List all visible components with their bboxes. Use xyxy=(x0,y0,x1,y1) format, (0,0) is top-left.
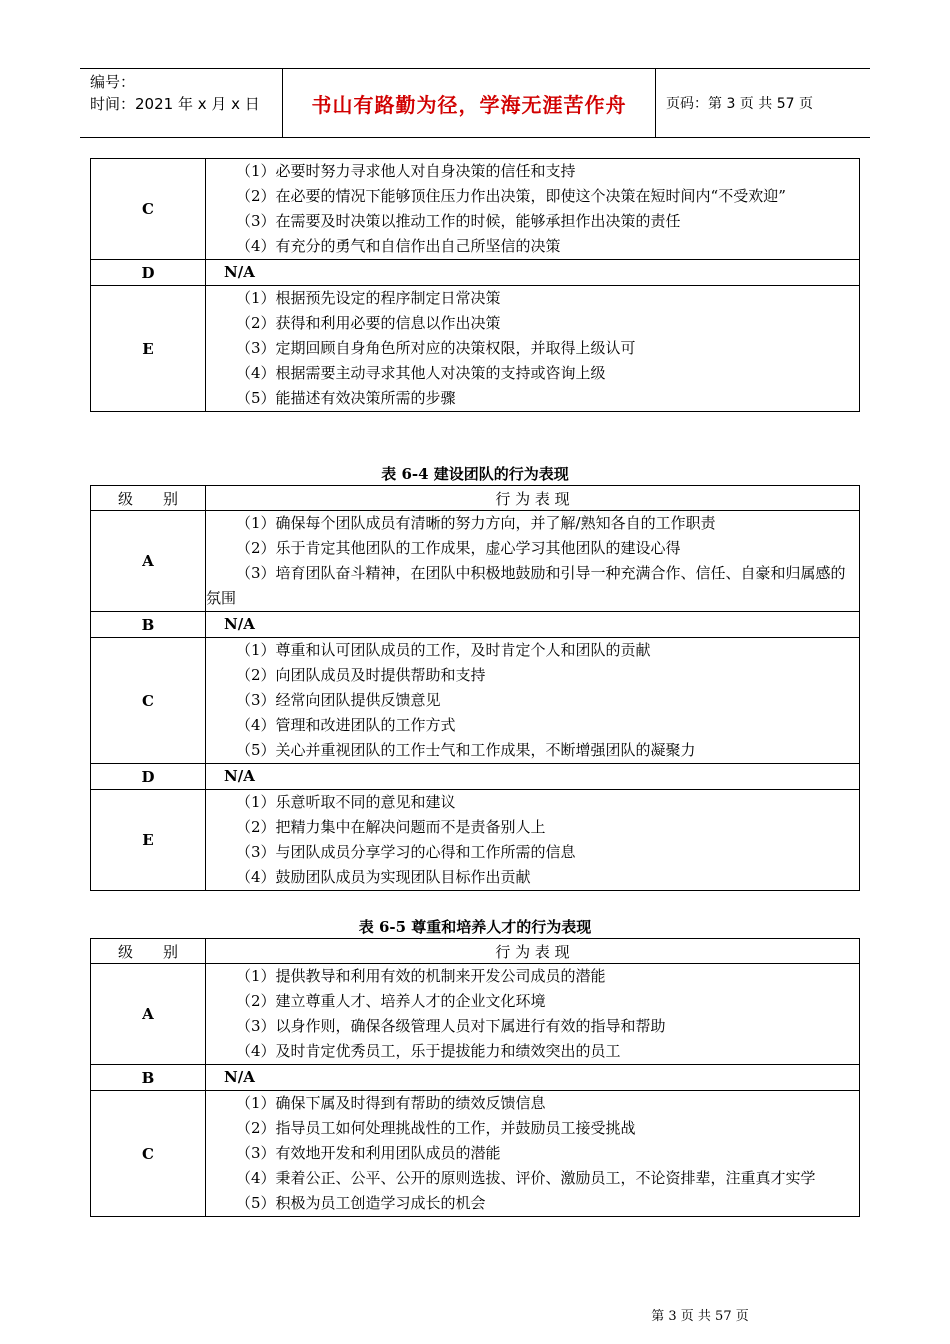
behavior-cell xyxy=(206,260,860,286)
level-cell: D xyxy=(91,764,206,790)
header-motto: 书山有路勤为径，学海无涯苦作舟 xyxy=(282,69,656,137)
behavior-cell xyxy=(206,764,860,790)
table-row xyxy=(91,511,860,612)
table-row xyxy=(91,1091,860,1217)
behavior-item: （3）定期回顾自身角色所对应的决策权限，并取得上级认可 xyxy=(236,339,636,357)
page-footer: 第 3 页 共 57 页 xyxy=(651,1309,749,1324)
behavior-item: （1）根据预先设定的程序制定日常决策 xyxy=(236,289,501,307)
not-applicable-text: N/A xyxy=(224,1068,255,1086)
behavior-cell xyxy=(206,511,860,612)
page-header xyxy=(80,68,870,138)
behavior-item: （1）乐意听取不同的意见和建议 xyxy=(236,793,456,811)
not-applicable-text: N/A xyxy=(224,263,255,281)
level-cell: B xyxy=(91,612,206,638)
behavior-item: （3）培育团队奋斗精神，在团队中积极地鼓励和引导一种充满合作、信任、自豪和归属感的氛围 xyxy=(206,564,846,607)
level-cell: C xyxy=(91,638,206,764)
column-header-behavior: 行 为 表 现 xyxy=(206,486,860,511)
behavior-item: （4）根据需要主动寻求其他人对决策的支持或咨询上级 xyxy=(236,364,606,382)
behavior-cell xyxy=(206,286,860,412)
table-row xyxy=(91,790,860,891)
level-cell: E xyxy=(91,286,206,412)
level-cell: B xyxy=(91,1065,206,1091)
level-cell: E xyxy=(91,790,206,891)
behavior-item: （5）积极为员工创造学习成长的机会 xyxy=(236,1194,486,1212)
behavior-item: （2）在必要的情况下能够顶住压力作出决策，即使这个决策在短时间内“不受欢迎” xyxy=(236,187,786,205)
table-6-4-caption: 表 6-4 建设团队的行为表现 xyxy=(381,465,569,483)
behavior-item: （1）确保每个团队成员有清晰的努力方向，并了解/熟知各自的工作职责 xyxy=(236,514,716,532)
behavior-item: （1）必要时努力寻求他人对自身决策的信任和支持 xyxy=(236,162,576,180)
behavior-item: （5）关心并重视团队的工作士气和工作成果，不断增强团队的凝聚力 xyxy=(236,741,696,759)
table-6-5-caption: 表 6-5 尊重和培养人才的行为表现 xyxy=(358,918,592,936)
level-cell: A xyxy=(91,511,206,612)
behavior-item: （3）有效地开发和利用团队成员的潜能 xyxy=(236,1144,501,1162)
behavior-item: （3）以身作则，确保各级管理人员对下属进行有效的指导和帮助 xyxy=(236,1017,666,1035)
behavior-cell xyxy=(206,159,860,260)
column-header-level: 级 别 xyxy=(91,939,206,964)
behavior-item: （1）尊重和认可团队成员的工作，及时肯定个人和团队的贡献 xyxy=(236,641,651,659)
table-6-4 xyxy=(90,485,860,891)
behavior-item: （2）把精力集中在解决问题而不是责备别人上 xyxy=(236,818,546,836)
table-row xyxy=(91,612,860,638)
not-applicable-text: N/A xyxy=(224,615,255,633)
header-page-number: 页码：第 3 页 共 57 页 xyxy=(666,96,813,112)
header-date: 时间：2021 年 x 月 x 日 xyxy=(90,95,260,113)
behavior-item: （5）能描述有效决策所需的步骤 xyxy=(236,389,456,407)
column-header-behavior: 行 为 表 现 xyxy=(206,939,860,964)
behavior-item: （2）获得和利用必要的信息以作出决策 xyxy=(236,314,501,332)
behavior-cell xyxy=(206,1091,860,1217)
behavior-item: （4）鼓励团队成员为实现团队目标作出贡献 xyxy=(236,868,531,886)
not-applicable-text: N/A xyxy=(224,767,255,785)
table-decision-continued xyxy=(90,158,860,412)
table-row xyxy=(91,638,860,764)
behavior-item: （4）秉着公正、公平、公开的原则选拔、评价、激励员工，不论资排辈，注重真才实学 xyxy=(236,1169,816,1187)
level-cell: D xyxy=(91,260,206,286)
column-header-level: 级 别 xyxy=(91,486,206,511)
level-cell: C xyxy=(91,159,206,260)
behavior-item: （2）乐于肯定其他团队的工作成果，虚心学习其他团队的建设心得 xyxy=(236,539,681,557)
table-row xyxy=(91,764,860,790)
behavior-item: （3）经常向团队提供反馈意见 xyxy=(236,691,441,709)
behavior-item: （2）指导员工如何处理挑战性的工作，并鼓励员工接受挑战 xyxy=(236,1119,636,1137)
behavior-cell xyxy=(206,964,860,1065)
level-cell: C xyxy=(91,1091,206,1217)
behavior-item: （4）管理和改进团队的工作方式 xyxy=(236,716,456,734)
table-row xyxy=(91,964,860,1065)
behavior-item: （3）在需要及时决策以推动工作的时候，能够承担作出决策的责任 xyxy=(236,212,681,230)
behavior-cell xyxy=(206,612,860,638)
behavior-item: （4）及时肯定优秀员工，乐于提拔能力和绩效突出的员工 xyxy=(236,1042,621,1060)
behavior-item: （2）向团队成员及时提供帮助和支持 xyxy=(236,666,486,684)
behavior-item: （1）提供教导和利用有效的机制来开发公司成员的潜能 xyxy=(236,967,606,985)
behavior-cell xyxy=(206,1065,860,1091)
behavior-cell xyxy=(206,638,860,764)
behavior-cell xyxy=(206,790,860,891)
level-cell: A xyxy=(91,964,206,1065)
table-6-5 xyxy=(90,938,860,1217)
table-header-row xyxy=(91,486,860,511)
table-row xyxy=(91,159,860,260)
behavior-item: （3）与团队成员分享学习的心得和工作所需的信息 xyxy=(236,843,576,861)
behavior-item: （4）有充分的勇气和自信作出自己所坚信的决策 xyxy=(236,237,561,255)
behavior-item: （1）确保下属及时得到有帮助的绩效反馈信息 xyxy=(236,1094,546,1112)
header-meta xyxy=(80,69,282,137)
table-row xyxy=(91,1065,860,1091)
header-number: 编号： xyxy=(90,73,136,91)
table-row xyxy=(91,260,860,286)
table-header-row xyxy=(91,939,860,964)
table-row xyxy=(91,286,860,412)
behavior-item: （2）建立尊重人才、培养人才的企业文化环境 xyxy=(236,992,546,1010)
